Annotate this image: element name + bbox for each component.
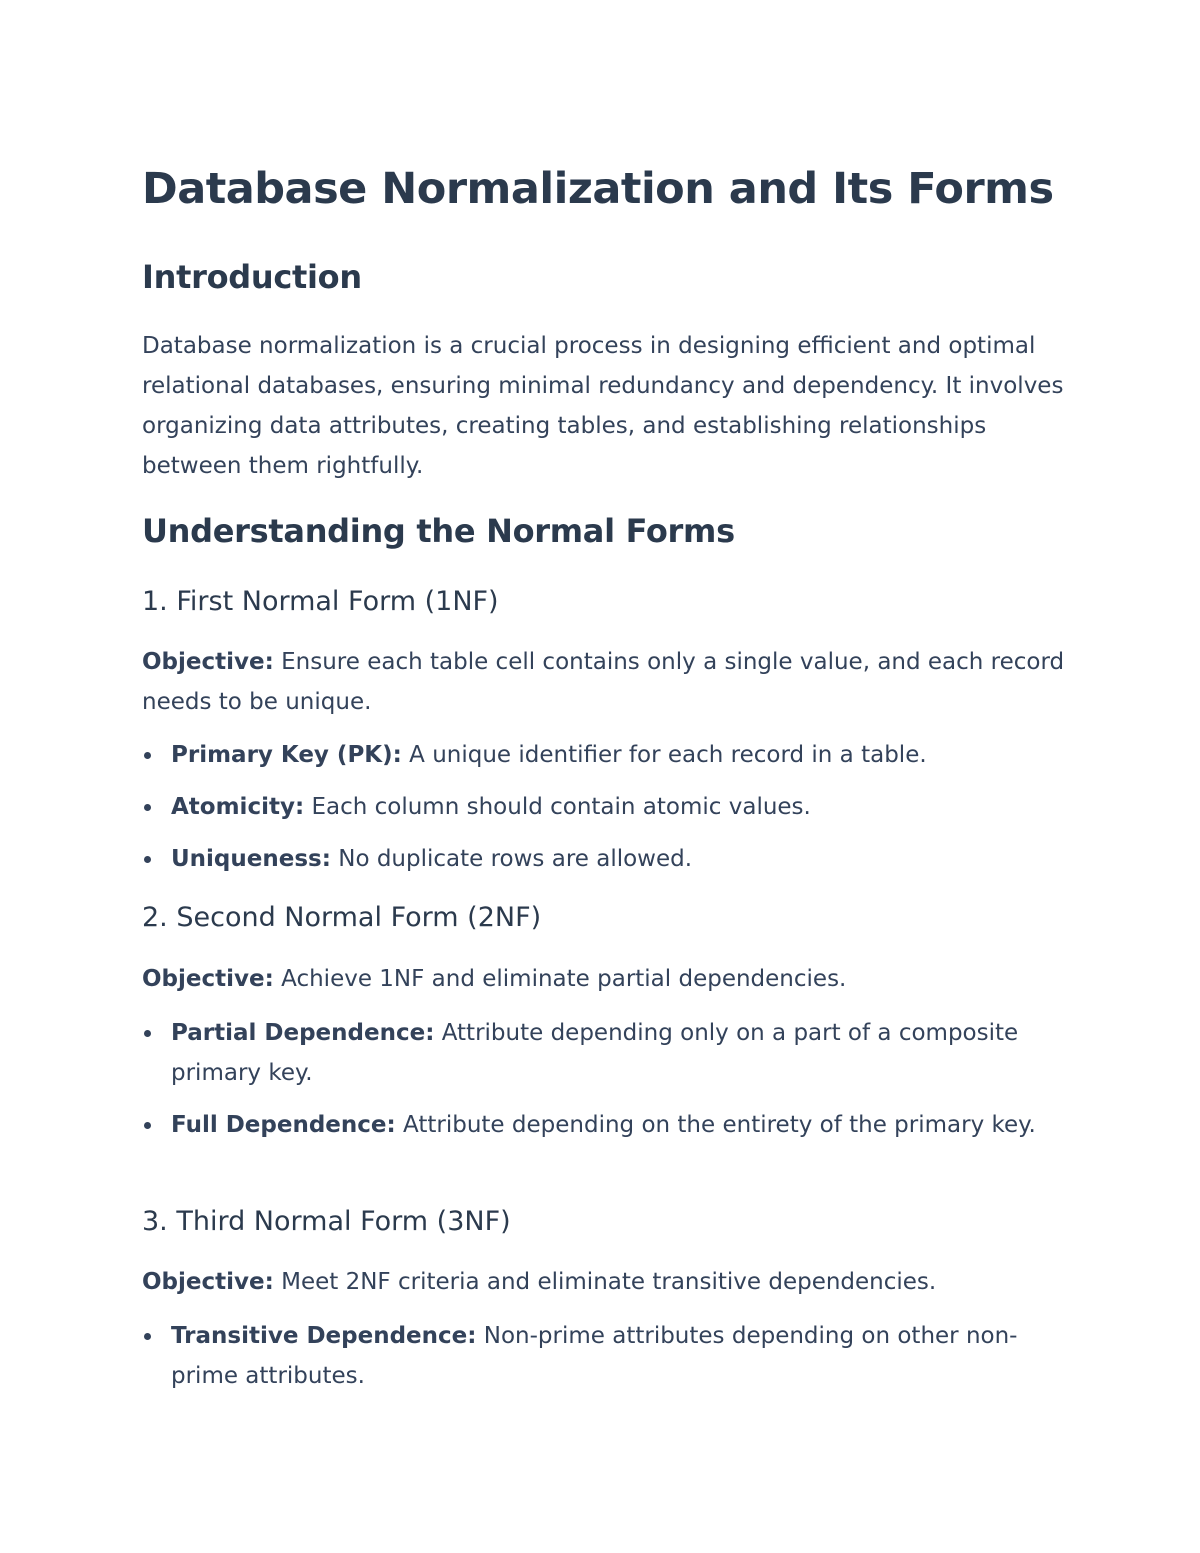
form-2nf-heading: 2. Second Normal Form (2NF) bbox=[142, 902, 542, 933]
bullet-icon bbox=[144, 1030, 151, 1037]
objective-text: Ensure each table cell contains only a single value, and each record needs to be unique. bbox=[142, 649, 1065, 715]
point-term: Transitive Dependence: bbox=[171, 1323, 477, 1349]
point-term: Primary Key (PK): bbox=[171, 742, 402, 768]
intro-paragraph: Database normalization is a crucial process in designing efficient and optimal relational databases, ensuring minimal redundancy and dependency. It involves organizing data attributes, creating tables, and establishing relationships between them rightfully. bbox=[142, 333, 1064, 479]
form-3nf-heading: 3. Third Normal Form (3NF) bbox=[142, 1206, 511, 1237]
form-1nf-heading: 1. First Normal Form (1NF) bbox=[142, 586, 499, 617]
bullet-icon bbox=[144, 856, 151, 863]
bullet-icon bbox=[144, 752, 151, 759]
normal-forms-heading: Understanding the Normal Forms bbox=[142, 512, 735, 550]
bullet-icon bbox=[144, 1333, 151, 1340]
point-text: Attribute depending on the entirety of the primary key. bbox=[395, 1112, 1036, 1138]
form-2nf-points bbox=[142, 1013, 1072, 1145]
point-text: Non-prime attributes depending on other non-prime attributes. bbox=[171, 1323, 1018, 1389]
list-item bbox=[142, 787, 1072, 827]
list-item bbox=[142, 1013, 1072, 1093]
list-item bbox=[142, 1316, 1072, 1396]
point-text: Each column should contain atomic values. bbox=[304, 794, 811, 820]
form-1nf-points bbox=[142, 735, 1072, 879]
list-item bbox=[142, 839, 1072, 879]
objective-label: Objective: bbox=[142, 1269, 274, 1295]
document-title: Database Normalization and Its Forms bbox=[142, 164, 1054, 214]
form-3nf-points bbox=[142, 1316, 1072, 1396]
form-3nf-objective bbox=[142, 1262, 1072, 1302]
point-term: Uniqueness: bbox=[171, 846, 331, 872]
objective-label: Objective: bbox=[142, 966, 274, 992]
point-text: No duplicate rows are allowed. bbox=[330, 846, 693, 872]
list-item bbox=[142, 1105, 1072, 1145]
objective-label: Objective: bbox=[142, 649, 274, 675]
list-item bbox=[142, 735, 1072, 775]
objective-text: Achieve 1NF and eliminate partial dependencies. bbox=[273, 966, 847, 992]
form-1nf-objective bbox=[142, 642, 1072, 722]
bullet-icon bbox=[144, 804, 151, 811]
point-term: Atomicity: bbox=[171, 794, 305, 820]
objective-text: Meet 2NF criteria and eliminate transitive dependencies. bbox=[273, 1269, 937, 1295]
bullet-icon bbox=[144, 1122, 151, 1129]
point-text: A unique identifier for each record in a table. bbox=[401, 742, 927, 768]
point-text: Attribute depending only on a part of a composite primary key. bbox=[171, 1020, 1019, 1086]
point-term: Full Dependence: bbox=[171, 1112, 396, 1138]
point-term: Partial Dependence: bbox=[171, 1020, 435, 1046]
intro-heading: Introduction bbox=[142, 258, 362, 296]
form-2nf-objective bbox=[142, 959, 1072, 999]
